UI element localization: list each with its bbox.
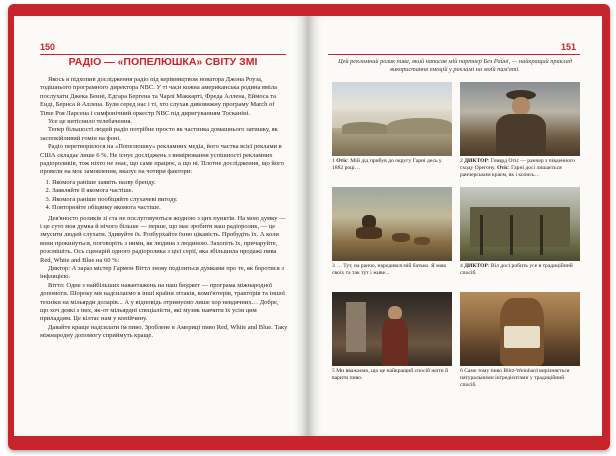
storyboard-frame bbox=[460, 292, 580, 393]
frame-text: Гарні досі лишається ранчерським краєм, як і колись… bbox=[460, 164, 562, 178]
paragraph: Віттл: Одне з найбільших навантажень на наш бюджет — програма міжнародної допомоги. Шорокy ми надсилаємо в інші країни літаків, комп'ютерів, тракторів та іншої техніки на мільярди доларів... А у відповідь отримуємо лише хор невдячних… Добре, що хоч деякі з них, як-от мільярдні спеціалісти, які музик навчити їх усім цим приладдям. Це кілтас нам у копійчину. bbox=[40, 281, 285, 323]
paragraph: Якось я підхопив дослідження радіо під керівництвом новатора Джона Роуза, тодішнього програмного директора NBC. У ті часи кожна американська родина вміла послухати Джека Бенні, Едгара Бергена та Чарлі Маккарті, Фреда Аллена, Еймоса та Енді, Бернса й Аллена. Були серед нас і ті, хто слухав дивовижну програму March of Time Роя Ларсена і симфонічний оркестр NBC під диригуванням Тосканіні. bbox=[40, 76, 277, 117]
storyboard-frame bbox=[460, 82, 580, 183]
frame-caption bbox=[460, 368, 580, 390]
frame-speaker: Отіс bbox=[496, 164, 509, 171]
frame-number: 3 bbox=[332, 263, 335, 269]
frame-speaker: ДИКТОР bbox=[464, 263, 488, 269]
frame-photo-brewery-interior bbox=[332, 292, 452, 366]
frame-caption: 2 ДИКТОР: Говард Отіс — ранчер з південного сходу Орегону. Отіс: Гарні досі лишається ранчерським краєм, як і колись… bbox=[460, 158, 575, 178]
frame-text: … Тут, на ранчо, народився мій батько. Я маю своїх та так тут і живе… bbox=[332, 263, 447, 276]
frame-photo-cattle-drive bbox=[332, 187, 452, 261]
list-item: 1. Якомога раніше заявіть назву бренду. bbox=[52, 179, 288, 187]
paragraph: Дев'яносто роликів зі ста не послуговуються жодною з цих пунктів. На мою думку — і це суто моя думка й нічого більше — перше, що має зробити ваш радіоролик, — це змусити людей слухати. Здивуйте їх. Розбурхайте їхню цікавість. Пробудіть їх. А коли вони прокинуться, поговоріть з ними, як людина з людиною. Захопіть їх, причаруйте, розсмішіть. Ось сценарій одного радіоролика з цієї серії, яка збільшила продажі пива Red, White and Blue на 60 %: bbox=[40, 214, 286, 264]
frame-speaker: ДИКТОР bbox=[464, 158, 488, 164]
storyboard-frame bbox=[332, 82, 452, 183]
frame-number: 2 bbox=[460, 158, 463, 164]
right-page-number: 151 bbox=[560, 42, 576, 52]
frame-speaker: Отіс bbox=[336, 158, 348, 164]
factors-list bbox=[40, 179, 288, 213]
storyboard-grid bbox=[332, 82, 580, 393]
header-rule bbox=[40, 54, 286, 55]
paragraph: Давайте краще надсилати їм пиво. Зроблене в Америці пиво Red, White and Blue. Таку міжнародну допомогу сприймуть краще. bbox=[40, 323, 288, 340]
list-item: 3. Якомога раніше пообіцяйте слухачеві вигоду. bbox=[52, 196, 288, 204]
storyboard-frame bbox=[332, 187, 452, 288]
chapter-title: РАДІО — «ПОПЕЛЮШКА» СВІТУ ЗМІ bbox=[68, 56, 258, 68]
frame-caption: 1 Отіс: Мій дід прибув до округу Гарні десь у 1882 році… bbox=[332, 158, 442, 171]
frame-photo-rancher bbox=[460, 82, 580, 156]
right-page bbox=[308, 16, 602, 436]
paragraph: Тепер більшості людей радіо потрібне просто як частинка домашнього затишку, як заспокійливий гомін на фоні. bbox=[40, 126, 278, 142]
paragraph: Усе це витіснило телебачення. bbox=[48, 118, 132, 126]
frame-number: 4 bbox=[460, 263, 463, 269]
frame-caption bbox=[332, 368, 452, 390]
storyboard-frame bbox=[332, 292, 452, 393]
frame-photo-landscape bbox=[332, 82, 452, 156]
frame-text: Віл досі робить усе в традиційний спосіб. bbox=[460, 263, 573, 276]
frame-photo-beer-bottle bbox=[460, 292, 580, 366]
frame-text: Говард Отіс — ранчер з південного сходу Орегону. bbox=[460, 158, 575, 171]
frame-text: Ми вважаємо, що це найкращий спосіб жити й варити пиво. bbox=[332, 368, 449, 381]
left-body-text bbox=[40, 76, 288, 341]
list-item: 4. Повторюйте обіцянку якомога частіше. bbox=[52, 204, 288, 212]
frame-text: Саме тому пиво Blitz-Weinhard вирізняється натуральними інгредієнтами у традиційний спосіб. bbox=[460, 368, 570, 388]
left-page-number: 150 bbox=[40, 42, 56, 52]
frame-text: Мій дід прибув до округу Гарні десь у 1882 році… bbox=[332, 158, 442, 171]
frame-caption: 4 ДИКТОР: Віл досі робить усе в традиційний спосіб. bbox=[460, 263, 573, 276]
list-item: 2. Заявляйте її якомога частіше. bbox=[52, 187, 288, 195]
frame-number: 5 bbox=[332, 368, 335, 374]
frame-photo-barn bbox=[460, 187, 580, 261]
storyboard-intro: Цей рекламний ролик пива, який написав мій партнер Без Райні, — найкращий приклад використання емоцій у рекламі на моїй пам'яті. bbox=[338, 58, 572, 73]
storyboard-frame bbox=[460, 187, 580, 288]
frame-number: 6 bbox=[460, 368, 463, 374]
frame-caption bbox=[332, 263, 452, 285]
book-spread bbox=[14, 16, 602, 436]
paragraph: Радіо перетворилося на «Попелюшку» рекламних медіа, його частка всієї реклами в США складає лише 6 %. Не існує досліджень з вимірювання успішності рекламних радіороликів, тож ніхто не знає, що саме працює, а що ні. Плотне дослідження, що його провели на моє замовлення, вказує на чотири фактори: bbox=[40, 143, 284, 176]
paragraph: Диктор: А зараз містер Гармон Віттл знову поділиться думками про те, як боротися з інфляцією. bbox=[40, 264, 284, 281]
header-rule bbox=[328, 54, 580, 55]
left-page bbox=[14, 16, 308, 436]
frame-number: 1 bbox=[332, 158, 335, 164]
